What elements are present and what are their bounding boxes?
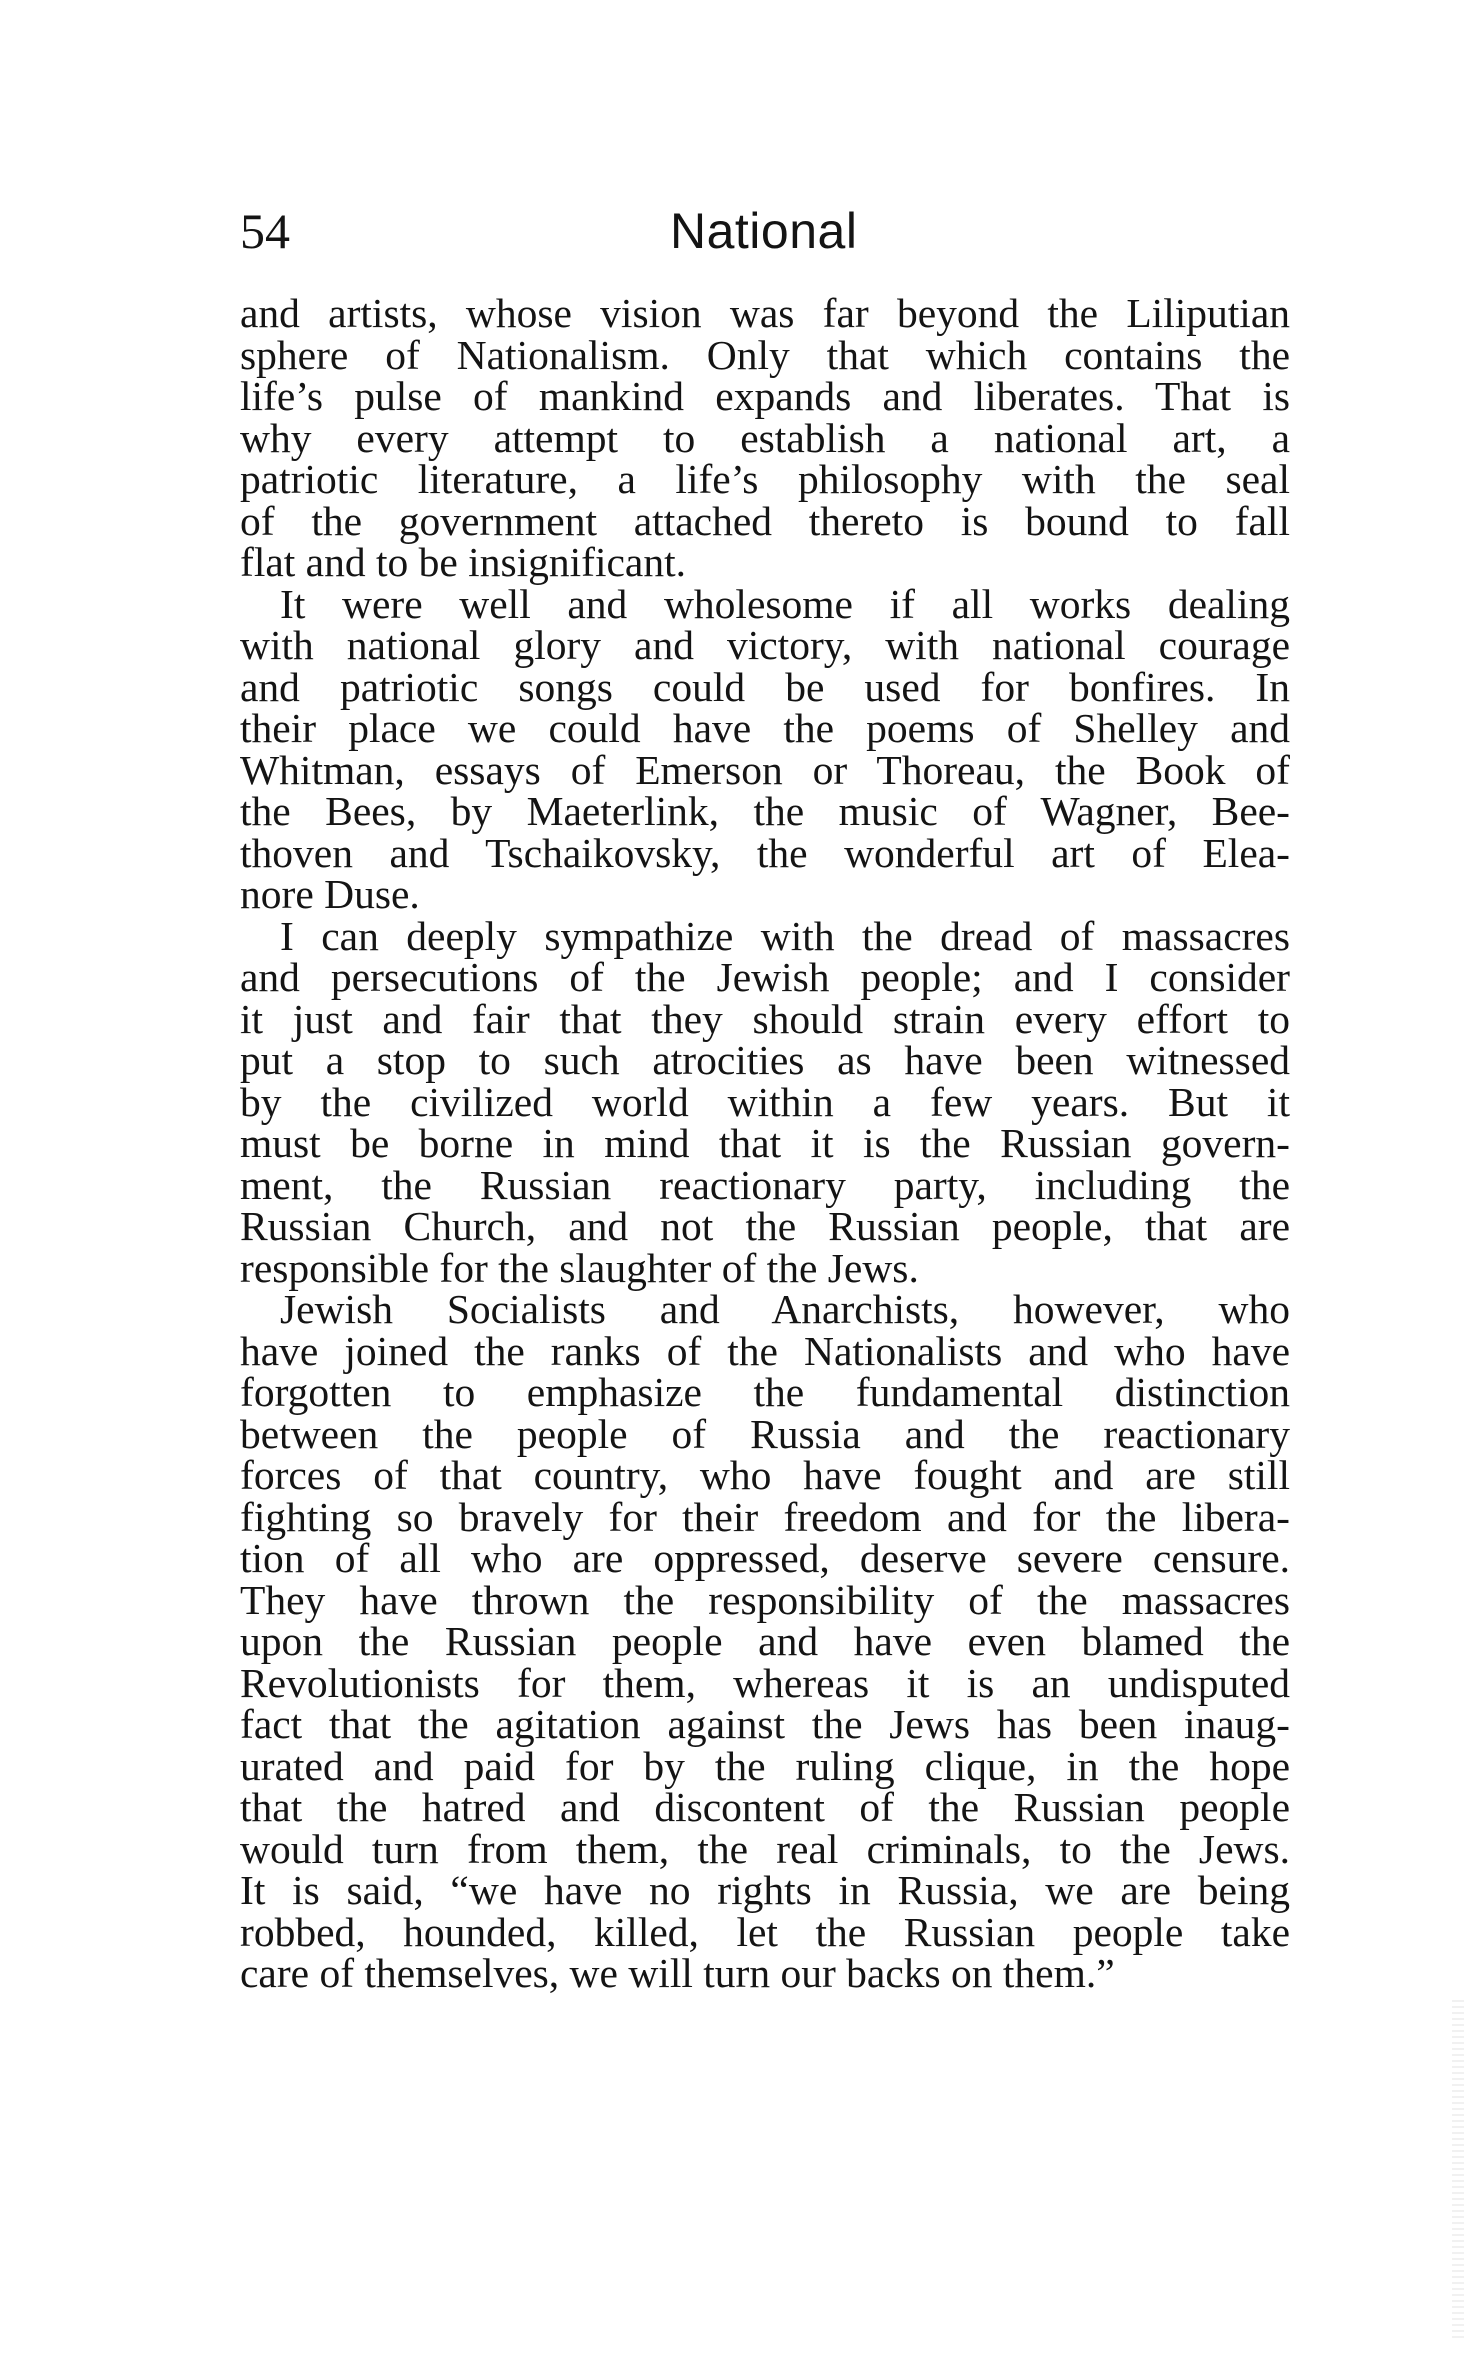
text-line: and patriotic songs could be used for bonfires. In bbox=[240, 663, 1290, 710]
text-line: sphere of Nationalism. Only that which contains the bbox=[240, 331, 1290, 378]
paragraph bbox=[240, 912, 1290, 1291]
text-line: between the people of Russia and the reactionary bbox=[240, 1410, 1290, 1457]
text-line: forgotten to emphasize the fundamental distinction bbox=[240, 1369, 1290, 1415]
text-line: Whitman, essays of Emerson or Thoreau, the Book of bbox=[240, 746, 1290, 793]
text-line: the Bees, by Maeterlink, the music of Wagner, Bee- bbox=[240, 788, 1290, 834]
text-line: have joined the ranks of the Nationalists and who have bbox=[240, 1327, 1290, 1374]
text-line: ment, the Russian reactionary party, including the bbox=[240, 1161, 1290, 1208]
text-line: urated and paid for by the ruling clique, in the hope bbox=[240, 1742, 1290, 1789]
text-line: They have thrown the responsibility of the massacres bbox=[240, 1576, 1290, 1623]
text-line: with national glory and victory, with national courage bbox=[240, 622, 1290, 668]
text-line: responsible for the slaughter of the Jews. bbox=[240, 1244, 919, 1291]
text-line: Russian Church, and not the Russian people, that are bbox=[240, 1203, 1290, 1249]
text-line: by the civilized world within a few years. But it bbox=[240, 1078, 1290, 1125]
paragraph bbox=[240, 580, 1290, 917]
text-line: fighting so bravely for their freedom and for the libera- bbox=[240, 1493, 1290, 1540]
text-line: I can deeply sympathize with the dread of massacres bbox=[280, 912, 1290, 959]
text-line: nore Duse. bbox=[240, 871, 420, 917]
text-line: robbed, hounded, killed, let the Russian people take bbox=[240, 1908, 1290, 1955]
text-line: of the government attached thereto is bound to fall bbox=[240, 497, 1290, 544]
text-line: It is said, “we have no rights in Russia, we are being bbox=[240, 1867, 1290, 1913]
text-line: it just and fair that they should strain every effort to bbox=[240, 995, 1290, 1042]
text-line: their place we could have the poems of Shelley and bbox=[240, 705, 1290, 751]
text-line: would turn from them, the real criminals, to the Jews. bbox=[240, 1825, 1290, 1872]
text-line: put a stop to such atrocities as have been witnessed bbox=[240, 1037, 1290, 1083]
text-line: forces of that country, who have fought and are still bbox=[240, 1452, 1290, 1498]
text-line: must be borne in mind that it is the Russian govern- bbox=[240, 1120, 1290, 1166]
paragraph bbox=[240, 290, 1290, 585]
text-line: upon the Russian people and have even blamed the bbox=[240, 1618, 1290, 1664]
scan-edge-artifact bbox=[1452, 2000, 1464, 2340]
text-line: patriotic literature, a life’s philosophy with the seal bbox=[240, 456, 1290, 502]
text-line: tion of all who are oppressed, deserve severe censure. bbox=[240, 1535, 1290, 1581]
page-number: 54 bbox=[240, 203, 290, 259]
text-line: fact that the agitation against the Jews has been inaug- bbox=[240, 1701, 1290, 1747]
page-header bbox=[240, 196, 1290, 266]
text-line: why every attempt to establish a national art, a bbox=[240, 414, 1290, 461]
text-line: Revolutionists for them, whereas it is an undisputed bbox=[240, 1659, 1290, 1706]
text-line: life’s pulse of mankind expands and liberates. That is bbox=[240, 373, 1290, 419]
running-head: National bbox=[670, 203, 858, 259]
text-line: care of themselves, we will turn our backs on them.” bbox=[240, 1950, 1115, 1996]
text-line: and artists, whose vision was far beyond the Liliputian bbox=[240, 290, 1290, 336]
text-line: thoven and Tschaikovsky, the wonderful art of Elea- bbox=[240, 829, 1290, 876]
paragraph bbox=[240, 1286, 1290, 1996]
text-line: It were well and wholesome if all works dealing bbox=[280, 580, 1290, 627]
text-line: and persecutions of the Jewish people; and I consider bbox=[240, 954, 1290, 1000]
text-line: flat and to be insignificant. bbox=[240, 539, 687, 585]
text-line: that the hatred and discontent of the Russian people bbox=[240, 1784, 1290, 1830]
text-line: Jewish Socialists and Anarchists, however, who bbox=[280, 1286, 1290, 1332]
text-body bbox=[240, 290, 1290, 1996]
